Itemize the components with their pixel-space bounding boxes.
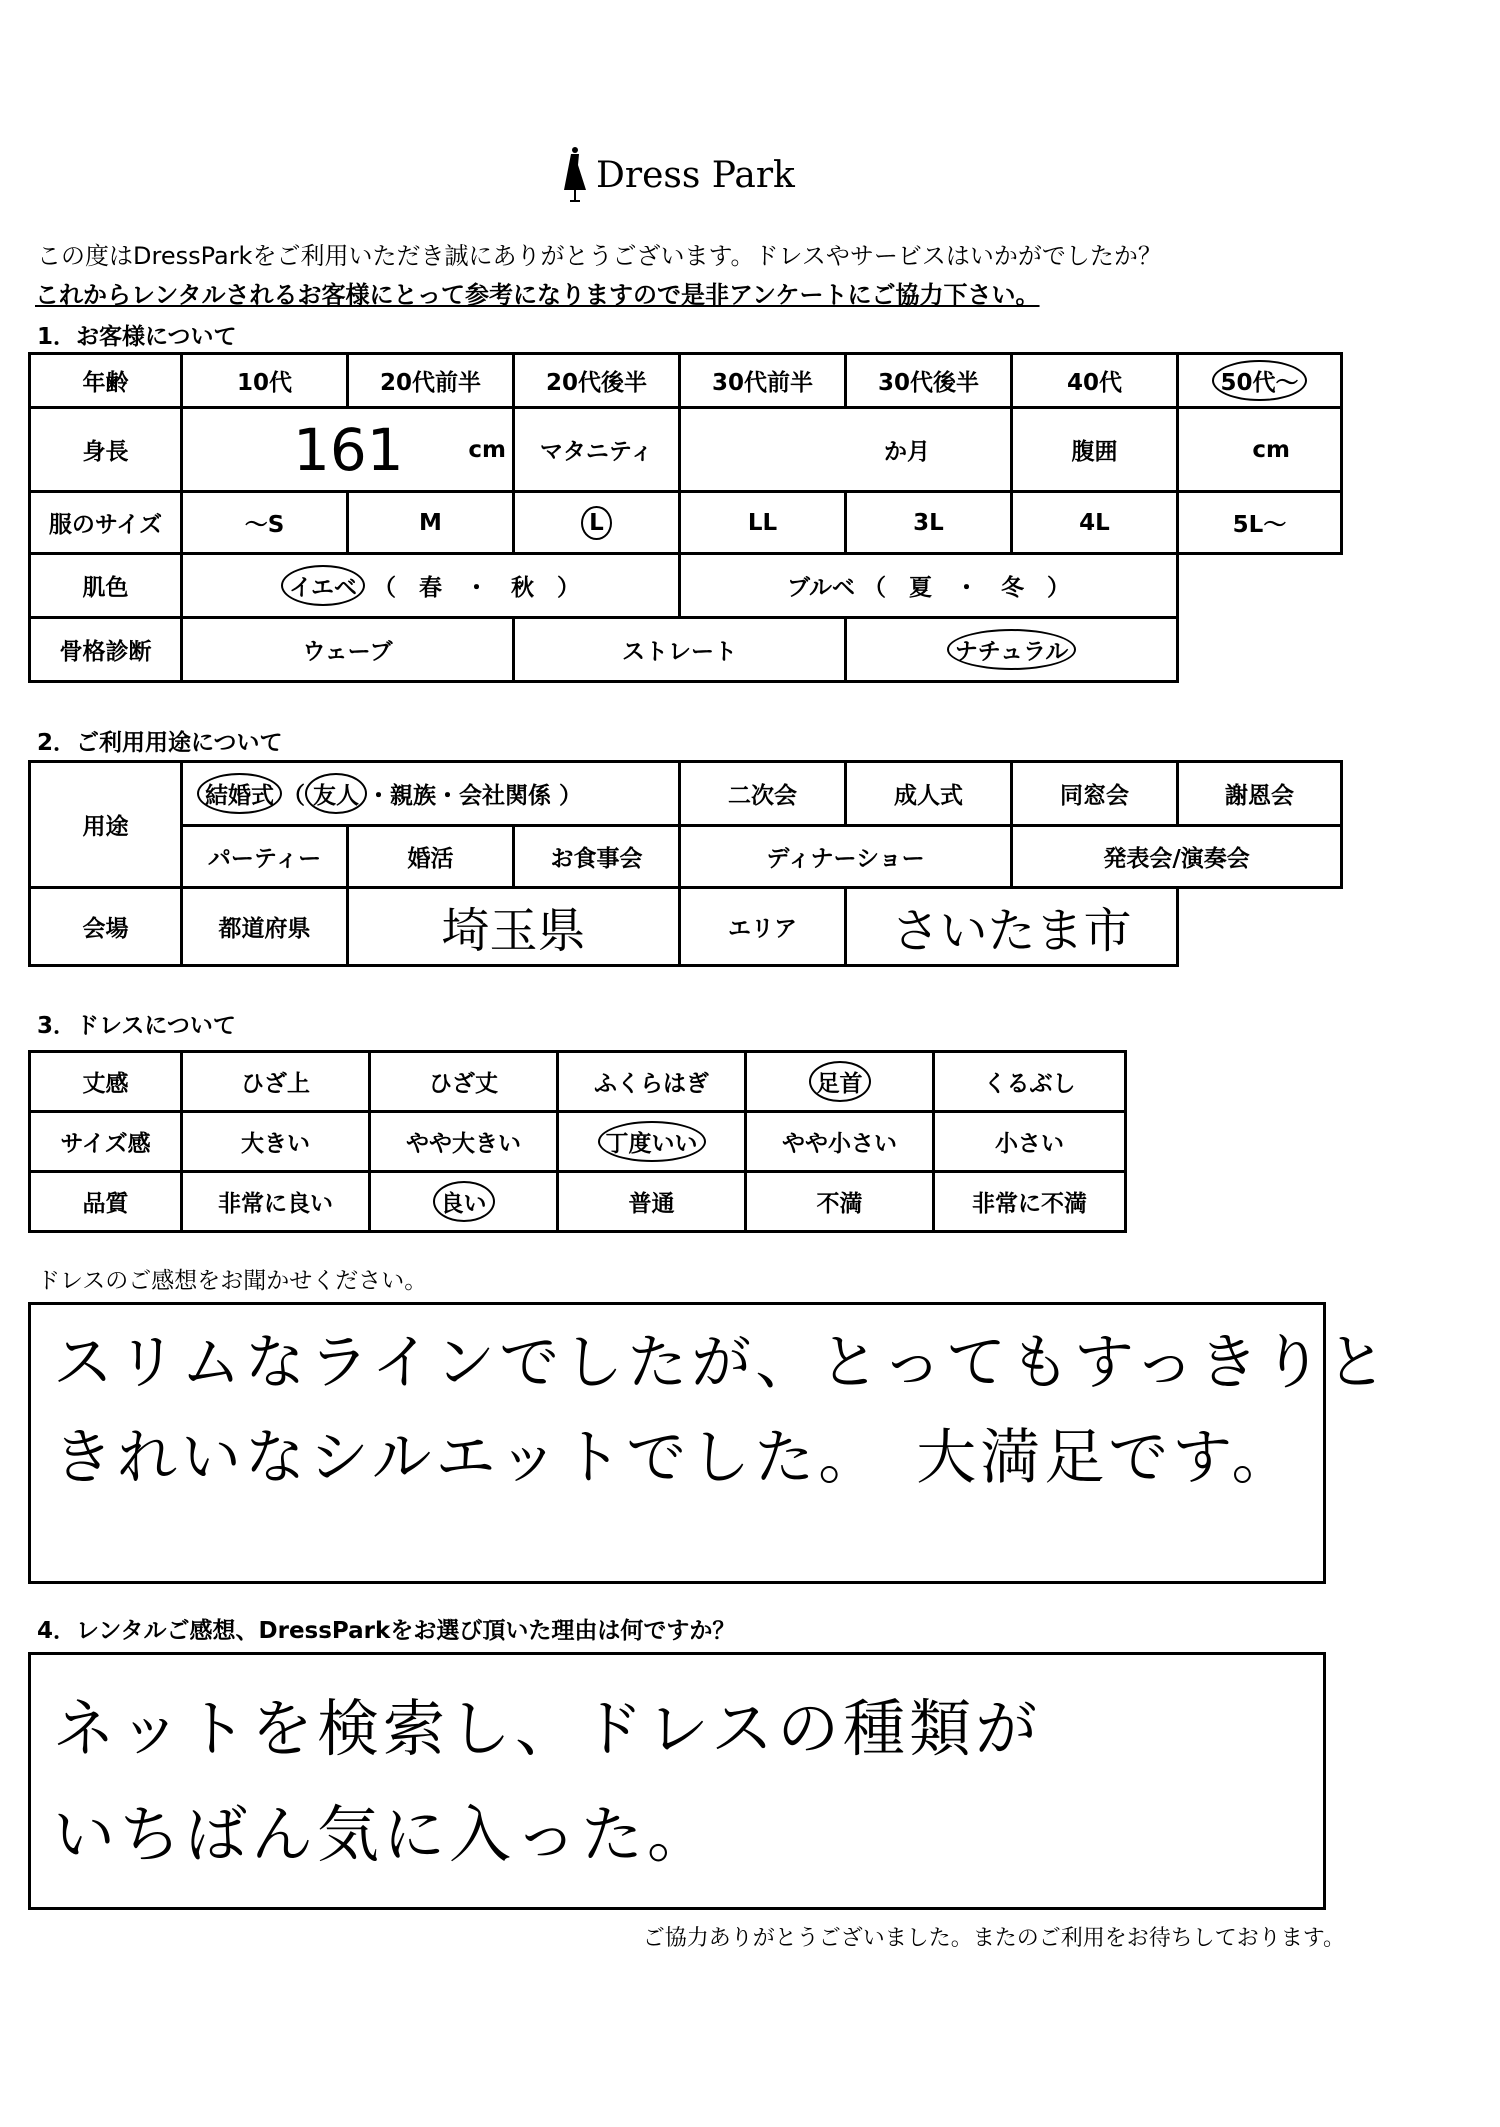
waist-unit: cm bbox=[1252, 436, 1290, 463]
height-label: 身長 bbox=[30, 408, 182, 492]
age-option[interactable]: 20代前半 bbox=[348, 354, 514, 408]
skin-selected-circle: イエベ bbox=[281, 565, 365, 606]
quality-option[interactable]: 非常に良い bbox=[182, 1172, 370, 1232]
length-selected-circle: 足首 bbox=[809, 1061, 871, 1102]
length-option[interactable]: ふくらはぎ bbox=[558, 1052, 746, 1112]
quality-option[interactable]: 普通 bbox=[558, 1172, 746, 1232]
age-selected-circle: 50代～ bbox=[1212, 360, 1306, 401]
section4-title: 4．レンタルご感想、DressParkをお選び頂いた理由は何ですか？ bbox=[37, 1618, 736, 1644]
fit-label: サイズ感 bbox=[30, 1112, 182, 1172]
age-label: 年齢 bbox=[30, 354, 182, 408]
dress-icon bbox=[560, 145, 590, 205]
size-option[interactable]: ～S bbox=[182, 492, 348, 554]
size-option-selected[interactable] bbox=[514, 492, 680, 554]
frame-option[interactable]: ウェーブ bbox=[182, 618, 514, 682]
maternity-label: マタニティ bbox=[514, 408, 680, 492]
age-option[interactable]: 10代 bbox=[182, 354, 348, 408]
frame-selected-circle: ナチュラル bbox=[947, 629, 1077, 670]
length-label: 丈感 bbox=[30, 1052, 182, 1112]
empty-cell bbox=[1178, 888, 1342, 966]
comment-prompt: ドレスのご感想をお聞かせください。 bbox=[37, 1268, 428, 1294]
skin-label: 肌色 bbox=[30, 554, 182, 618]
age-option[interactable]: 30代後半 bbox=[846, 354, 1012, 408]
age-option-selected[interactable] bbox=[1178, 354, 1342, 408]
fit-option[interactable]: やや小さい bbox=[746, 1112, 934, 1172]
skin-blue-label: ブルベ bbox=[786, 575, 856, 601]
logo bbox=[560, 145, 800, 205]
height-unit: cm bbox=[468, 437, 506, 463]
closing-thanks: ご協力ありがとうございました。またのご利用をお待ちしております。 bbox=[642, 1926, 1345, 1951]
age-option[interactable]: 30代前半 bbox=[680, 354, 846, 408]
prefecture-field[interactable] bbox=[348, 888, 680, 966]
comment-line: スリムなラインでしたが、とってもすっきりと bbox=[53, 1328, 1391, 1398]
quality-selected-circle: 良い bbox=[433, 1181, 495, 1222]
size-option[interactable]: 5L～ bbox=[1178, 492, 1342, 554]
fit-option[interactable]: やや大きい bbox=[370, 1112, 558, 1172]
size-selected-circle: L bbox=[581, 506, 612, 540]
purpose-option[interactable]: 発表会/演奏会 bbox=[1012, 826, 1342, 888]
empty-cell bbox=[1178, 618, 1342, 682]
empty-cell bbox=[1178, 554, 1342, 618]
comment-box[interactable] bbox=[28, 1302, 1391, 1584]
friend-selected-circle: 友人 bbox=[305, 773, 367, 814]
waist-label: 腹囲 bbox=[1012, 408, 1178, 492]
length-option[interactable]: ひざ丈 bbox=[370, 1052, 558, 1112]
quality-option[interactable]: 不満 bbox=[746, 1172, 934, 1232]
usage-table bbox=[28, 760, 1343, 967]
purpose-option[interactable]: ディナーショー bbox=[680, 826, 1012, 888]
reason-line: ネットを検索し、ドレスの種類が bbox=[53, 1692, 1042, 1765]
section1-title: 1．お客様について bbox=[37, 324, 237, 350]
intro-request: これからレンタルされるお客様にとって参考になりますので是非アンケートにご協力下さい。 bbox=[35, 281, 1040, 309]
prefecture-label: 都道府県 bbox=[182, 888, 348, 966]
prefecture-value: 埼玉県 bbox=[441, 903, 586, 959]
size-option[interactable]: 4L bbox=[1012, 492, 1178, 554]
age-option[interactable]: 40代 bbox=[1012, 354, 1178, 408]
purpose-option[interactable]: 成人式 bbox=[846, 762, 1012, 826]
height-field[interactable] bbox=[182, 408, 514, 492]
purpose-option[interactable]: 二次会 bbox=[680, 762, 846, 826]
purpose-option[interactable]: 謝恩会 bbox=[1178, 762, 1342, 826]
purpose-option[interactable]: 同窓会 bbox=[1012, 762, 1178, 826]
reason-box[interactable] bbox=[28, 1652, 1326, 1910]
purpose-option[interactable]: パーティー bbox=[182, 826, 348, 888]
section3-title: 3．ドレスについて bbox=[37, 1013, 236, 1039]
venue-label: 会場 bbox=[30, 888, 182, 966]
size-option[interactable]: 3L bbox=[846, 492, 1012, 554]
length-option[interactable]: くるぶし bbox=[934, 1052, 1126, 1112]
section2-title: 2．ご利用用途について bbox=[37, 730, 283, 756]
age-option[interactable]: 20代後半 bbox=[514, 354, 680, 408]
wedding-relations: ・親族・会社関係 ） bbox=[367, 783, 583, 809]
skin-blue-seasons: （ 夏 ・ 冬 ） bbox=[863, 575, 1071, 601]
fit-selected-circle: 丁度いい bbox=[598, 1121, 706, 1162]
wedding-option[interactable] bbox=[182, 762, 680, 826]
quality-label: 品質 bbox=[30, 1172, 182, 1232]
wedding-selected-circle: 結婚式 bbox=[197, 773, 282, 814]
skin-blue-option[interactable] bbox=[680, 554, 1178, 618]
size-option[interactable]: LL bbox=[680, 492, 846, 554]
purpose-option[interactable]: 婚活 bbox=[348, 826, 514, 888]
quality-option-selected[interactable] bbox=[370, 1172, 558, 1232]
brand-name: Dress Park bbox=[596, 155, 795, 196]
frame-label: 骨格診断 bbox=[30, 618, 182, 682]
length-option[interactable]: ひざ上 bbox=[182, 1052, 370, 1112]
dress-table bbox=[28, 1050, 1127, 1233]
area-label: エリア bbox=[680, 888, 846, 966]
height-value: 161 bbox=[293, 415, 404, 484]
fit-option[interactable]: 大きい bbox=[182, 1112, 370, 1172]
skin-yellow-option[interactable] bbox=[182, 554, 680, 618]
length-option-selected[interactable] bbox=[746, 1052, 934, 1112]
frame-option[interactable]: ストレート bbox=[514, 618, 846, 682]
fit-option-selected[interactable] bbox=[558, 1112, 746, 1172]
waist-field[interactable] bbox=[1178, 408, 1342, 492]
area-field[interactable] bbox=[846, 888, 1178, 966]
customer-table bbox=[28, 352, 1343, 683]
fit-option[interactable]: 小さい bbox=[934, 1112, 1126, 1172]
wedding-paren: （ bbox=[282, 783, 305, 809]
reason-line: いちばん気に入った。 bbox=[53, 1798, 714, 1871]
maternity-field[interactable] bbox=[680, 408, 1012, 492]
quality-option[interactable]: 非常に不満 bbox=[934, 1172, 1126, 1232]
comment-line: きれいなシルエットでした。 大満足です。 bbox=[53, 1423, 1296, 1493]
maternity-unit: か月 bbox=[884, 439, 930, 465]
purpose-label: 用途 bbox=[30, 762, 182, 888]
frame-option-selected[interactable] bbox=[846, 618, 1178, 682]
size-label: 服のサイズ bbox=[30, 492, 182, 554]
area-value: さいたま市 bbox=[891, 903, 1132, 959]
purpose-option[interactable]: お食事会 bbox=[514, 826, 680, 888]
size-option[interactable]: M bbox=[348, 492, 514, 554]
skin-yellow-seasons: （ 春 ・ 秋 ） bbox=[373, 575, 581, 601]
intro-text: この度はDressParkをご利用いただき誠にありがとうございます。ドレスやサービスはいかがでしたか？ bbox=[37, 242, 1162, 270]
